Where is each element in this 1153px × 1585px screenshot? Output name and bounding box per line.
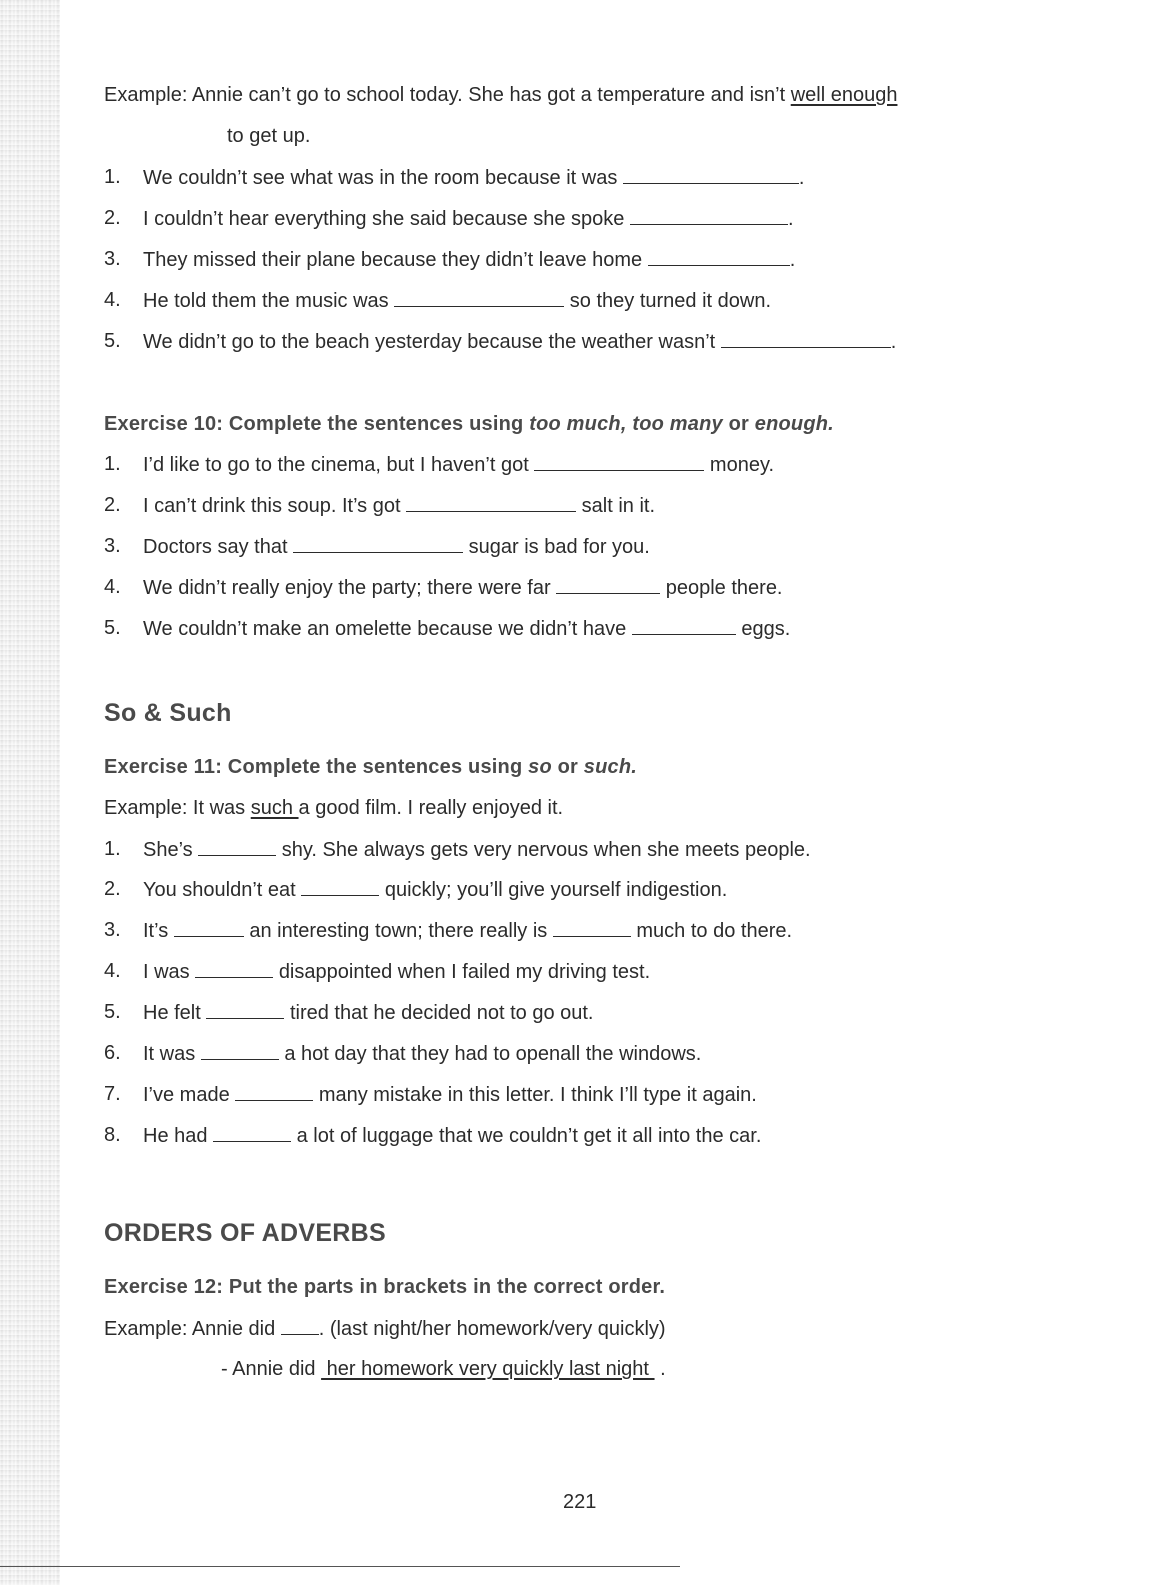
example-answer: her homework very quickly last night: [321, 1358, 655, 1380]
ex9-example-continuation: to get up.: [227, 125, 311, 147]
example-blank: [281, 1316, 319, 1335]
exercise-10-heading: Exercise 10: Complete the sentences using too much, too many or enough.: [104, 413, 834, 435]
ex11-example: Example: It was such a good film. I really enjoyed it.: [104, 797, 564, 819]
answer-blank[interactable]: [394, 288, 564, 307]
answer-blank[interactable]: [553, 918, 631, 937]
exercise-12-heading: Exercise 12: Put the parts in brackets in the correct order.: [104, 1276, 666, 1298]
answer-blank[interactable]: [301, 877, 379, 896]
answer-blank[interactable]: [293, 534, 463, 553]
answer-blank[interactable]: [174, 918, 244, 937]
ex12-example: Example: Annie did . (last night/her homework/very quickly): [104, 1318, 666, 1340]
answer-blank[interactable]: [630, 206, 788, 225]
answer-blank[interactable]: [201, 1041, 279, 1060]
answer-blank[interactable]: [632, 616, 736, 635]
answer-blank[interactable]: [648, 247, 790, 266]
answer-blank[interactable]: [623, 165, 799, 184]
section-title-so-such: So & Such: [104, 699, 232, 727]
answer-blank[interactable]: [195, 959, 273, 978]
section-title-orders-of-adverbs: ORDERS OF ADVERBS: [104, 1219, 386, 1247]
example-answer: well enough: [790, 84, 898, 106]
exercise-11-heading: Exercise 11: Complete the sentences using so or such.: [104, 756, 638, 778]
answer-blank[interactable]: [721, 329, 891, 348]
answer-blank[interactable]: [198, 837, 276, 856]
scanned-binding-edge: [0, 0, 60, 1585]
bottom-rule: [0, 1566, 680, 1567]
answer-blank[interactable]: [406, 493, 576, 512]
answer-blank[interactable]: [235, 1082, 313, 1101]
ex9-example: Example: Annie can’t go to school today. She has got a temperature and isn’t well enough: [104, 84, 898, 106]
page-number: 221: [563, 1491, 597, 1513]
answer-blank[interactable]: [213, 1123, 291, 1142]
answer-blank[interactable]: [206, 1000, 284, 1019]
example-answer: such: [250, 797, 299, 819]
answer-blank[interactable]: [534, 452, 704, 471]
answer-blank[interactable]: [556, 575, 660, 594]
ex12-example-answer: - Annie did her homework very quickly last night .: [221, 1358, 666, 1380]
